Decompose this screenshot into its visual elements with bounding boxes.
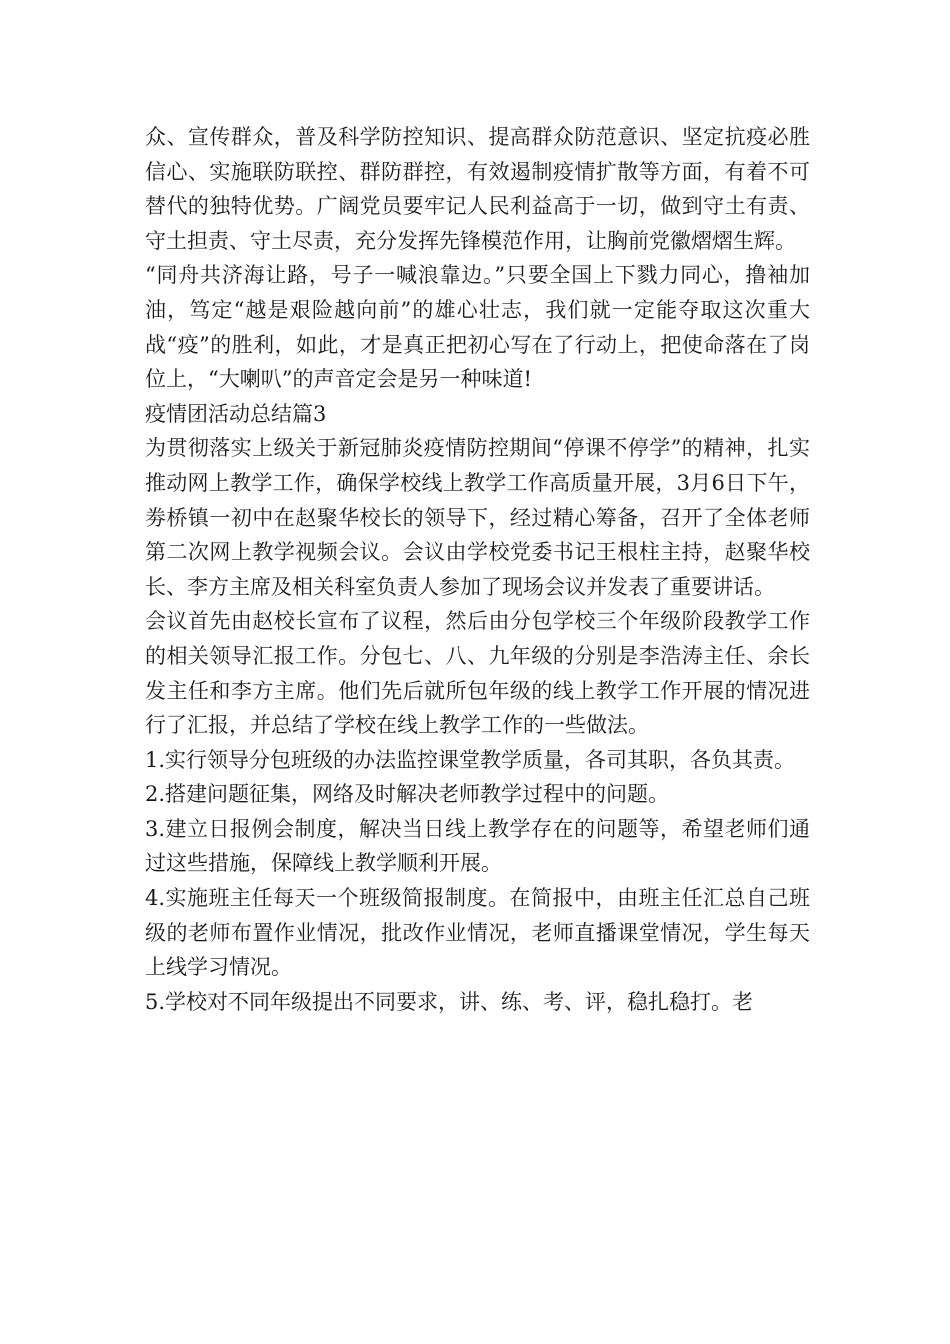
list-item-3: 3.建立日报例会制度，解决当日线上教学存在的问题等，希望老师们通过这些措施，保障线上教学顺利开展。 [145,816,810,876]
paragraph-party-members: 众、宣传群众，普及科学防控知识、提高群众防范意识、坚定抗疫必胜信心、实施联防联控、群防群控，有效遏制疫情扩散等方面，有着不可替代的独特优势。广阔党员要牢记人民利益高于一切，做到守土有责、守土担责、守土尽责，充分发挥先锋模范作用，让胸前党徽熠熠生辉。 [145,125,810,253]
list-item-2: 2.搭建问题征集，网络及时解决老师教学过程中的问题。 [145,782,670,807]
section-heading: 疫情团活动总结篇3 [145,401,327,426]
document-body [145,120,810,1019]
list-item-1: 1.实行领导分包班级的办法监控课堂教学质量，各司其职，各负其责。 [145,747,796,772]
list-item-5: 5.学校对不同年级提出不同要求，讲、练、考、评，稳扎稳打。老 [145,989,754,1014]
list-item-4: 4.实施班主任每天一个班级简报制度。在简报中，由班主任汇总自己班级的老师布置作业情况，批改作业情况，老师直播课堂情况，学生每天上线学习情况。 [145,886,810,980]
paragraph-same-boat: “同舟共济海让路，号子一喊浪靠边。”只要全国上下戮力同心，撸袖加油，笃定“越是艰险越向前”的雄心壮志，我们就一定能夺取这次重大战“疫”的胜利，如此，才是真正把初心写在了行动上，把使命落在了岗位上，“大喇叭”的声音定会是另一种味道! [145,263,810,392]
paragraph-meeting-agenda: 会议首先由赵校长宣布了议程，然后由分包学校三个年级阶段教学工作的相关领导汇报工作。分包七、八、九年级的分别是李浩涛主任、余长发主任和李方主席。他们先后就所包年级的线上教学工作开展的情况进行了汇报，并总结了学校在线上教学工作的一些做法。 [145,609,810,738]
paragraph-meeting-intro: 为贯彻落实上级关于新冠肺炎疫情防控期间“停课不停学”的精神，扎实推动网上教学工作，确保学校线上教学工作高质量开展，3月6日下午，劵桥镇一初中在赵聚华校长的领导下，经过精心筹备，召开了全体老师第二次网上教学视频会议。会议由学校党委书记王根柱主持，赵聚华校长、李方主席及相关科室负责人参加了现场会议并发表了重要讲话。 [145,436,810,599]
